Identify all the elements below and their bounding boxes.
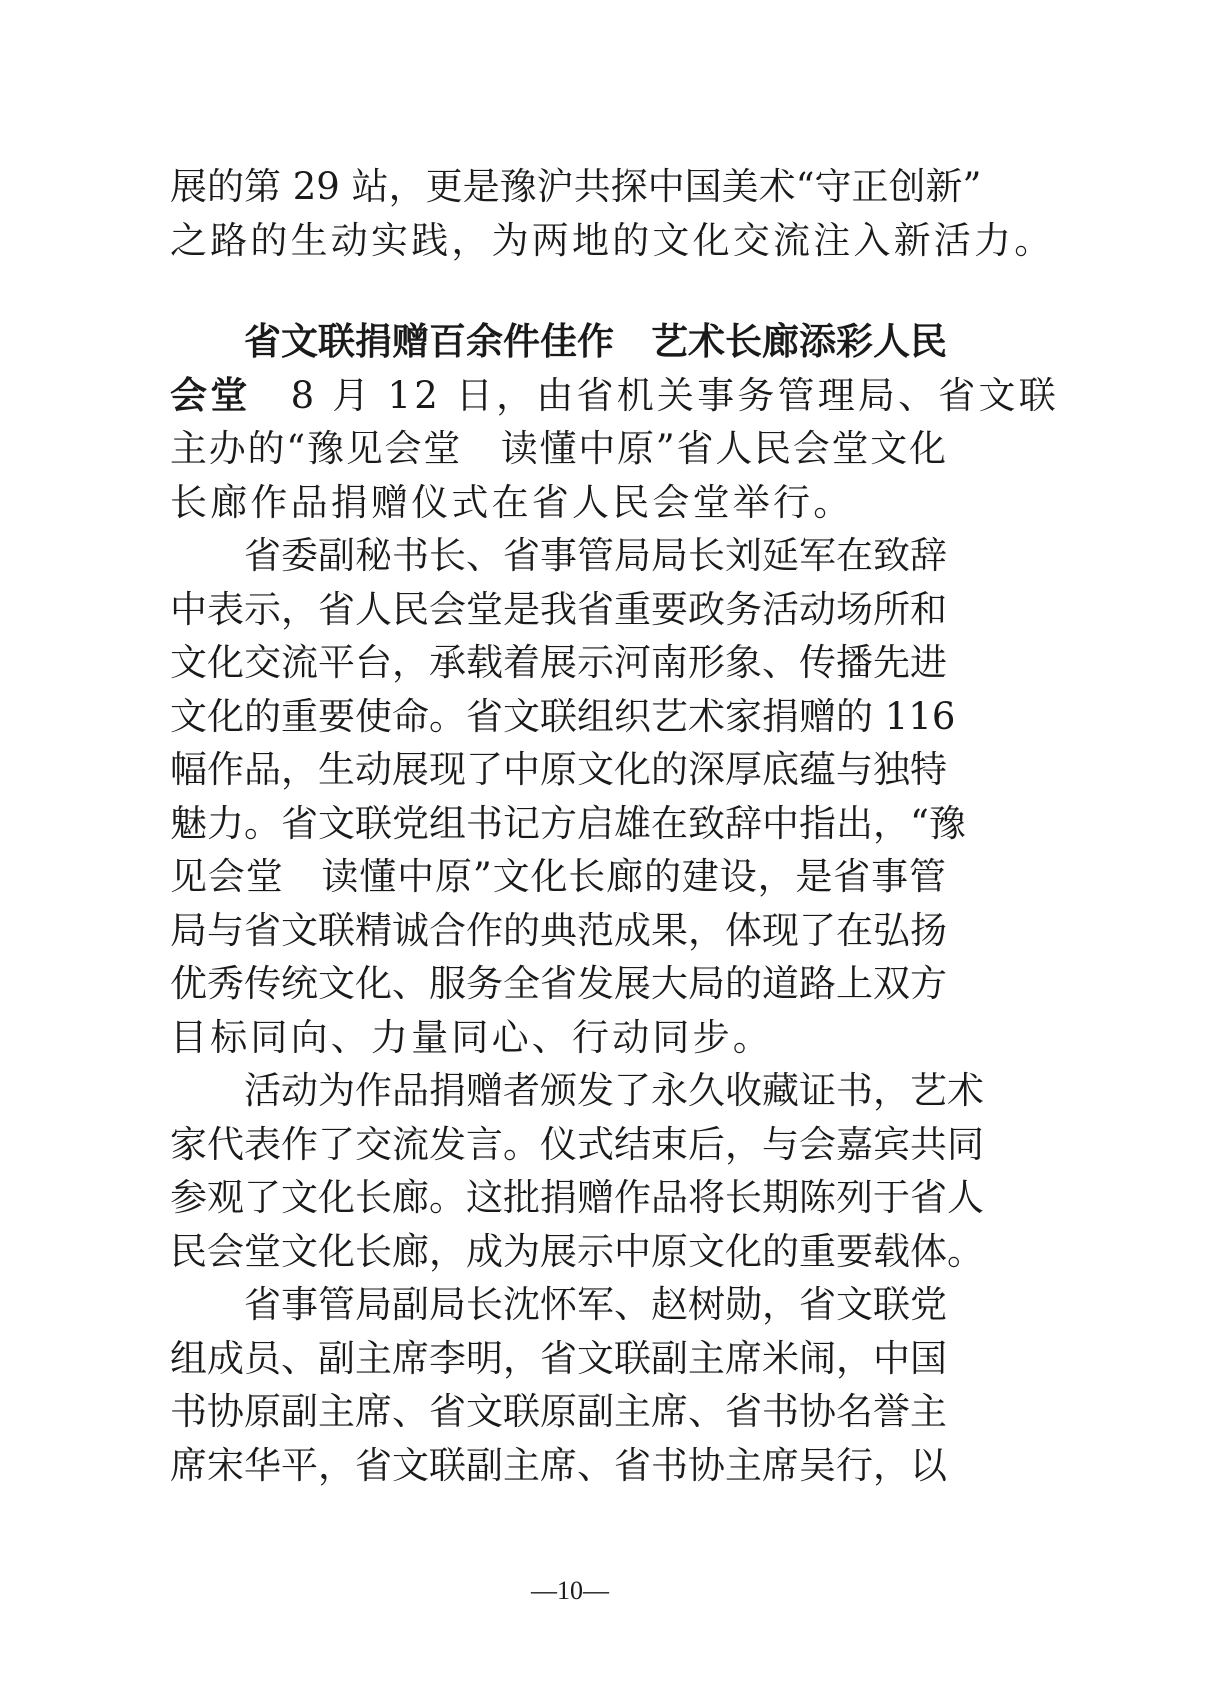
article-headline: 省文联捐赠百余件佳作 艺术长廊添彩人民: [244, 320, 947, 363]
headline-continuation-line: [170, 369, 1059, 423]
paragraph: [170, 1278, 946, 1492]
text-line: 民会堂文化长廊，成为展示中原文化的重要载体。: [170, 1229, 984, 1273]
text-line: 目标同向、力量同心、行动同步。: [170, 1015, 773, 1059]
text-line: 中表示，省人民会堂是我省重要政务活动场所和: [170, 587, 947, 631]
document-page: [170, 160, 1059, 1492]
text-line: 长廊作品捐赠仪式在省人民会堂举行。: [170, 480, 854, 524]
text-line: 局与省文联精诚合作的典范成果，体现了在弘扬: [170, 908, 947, 952]
text-line: 书协原副主席、省文联原副主席、省书协名誉主: [170, 1390, 947, 1433]
paragraph-gap: [170, 267, 946, 315]
text-line: 席宋华平，省文联副主席、省书协主席吴行，以: [170, 1443, 947, 1487]
text-line: 优秀传统文化、服务全省发展大局的道路上双方: [170, 962, 947, 1005]
text-line: 之路的生动实践，为两地的文化交流注入新活力。: [170, 218, 1055, 262]
text-line: 活动为作品捐赠者颁发了永久收藏证书，艺术: [244, 1069, 984, 1112]
text-line: 省委副秘书长、省事管局局长刘延军在致辞: [244, 534, 947, 577]
paragraph: [170, 1064, 984, 1278]
text-line: 参观了文化长廊。这批捐赠作品将长期陈列于省人: [170, 1176, 984, 1219]
text-line: 家代表作了交流发言。仪式结束后，与会嘉宾共同: [170, 1122, 984, 1166]
text-line: 魅力。省文联党组书记方启雄在致辞中指出，“豫: [170, 801, 966, 845]
text-line: 展的第 29 站，更是豫沪共探中国美术“守正创新”: [170, 165, 982, 208]
article: [170, 315, 1059, 1492]
intro-paragraph: [170, 160, 1055, 267]
text-line: 见会堂 读懂中原”文化长廊的建设，是省事管: [170, 855, 946, 898]
paragraph: [170, 529, 966, 1064]
text-line: 文化的重要使命。省文联组织艺术家捐赠的 116: [170, 694, 956, 738]
article-headline-end: 会堂: [170, 373, 251, 417]
text-line: 文化交流平台，承载着展示河南形象、传播先进: [170, 641, 947, 684]
lead-text: 8 月 12 日，由省机关事务管理局、省文联: [250, 373, 1059, 417]
text-line: 主办的“豫见会堂 读懂中原”省人民会堂文化: [170, 427, 946, 470]
text-line: 组成员、副主席李明，省文联副主席米闹，中国: [170, 1336, 947, 1380]
text-line: 幅作品，生动展现了中原文化的深厚底蕴与独特: [170, 748, 947, 791]
page-number: —10—: [531, 1576, 609, 1605]
text-line: 省事管局副局长沈怀军、赵树勋，省文联党: [244, 1283, 947, 1326]
